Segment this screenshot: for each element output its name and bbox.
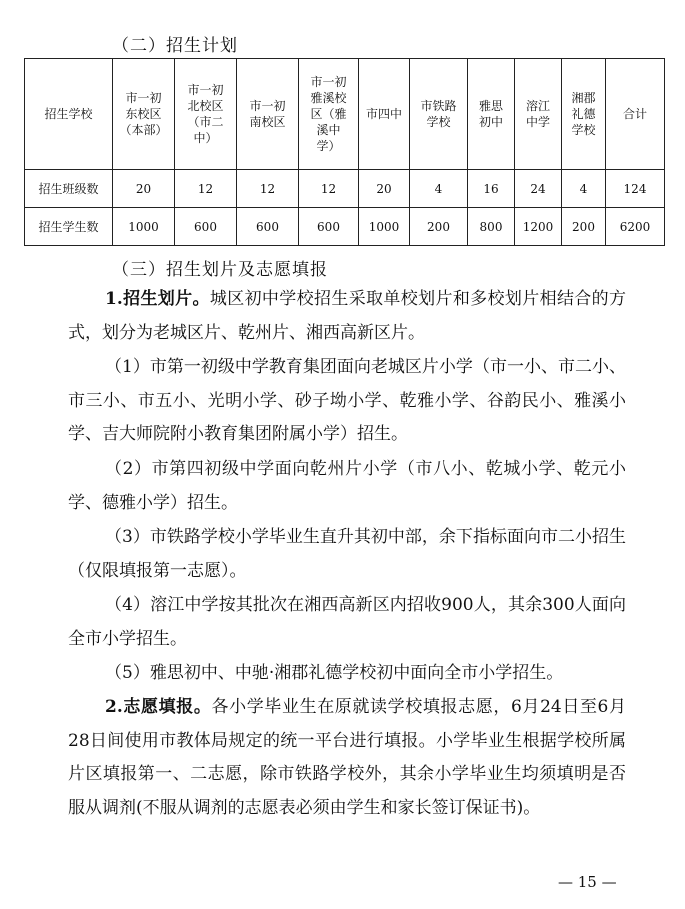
table-cell: 4 [410, 170, 468, 208]
header-cell: 招生学校 [25, 59, 113, 170]
header-cell: 市一初 东校区 （本部） [113, 59, 175, 170]
section-title-enrollment-plan: （二）招生计划 [112, 36, 238, 56]
paragraph-zoning [68, 283, 626, 350]
table-cell: 20 [113, 170, 175, 208]
row-label: 招生班级数 [25, 170, 113, 208]
header-cell: 湘郡 礼德 学校 [562, 59, 606, 170]
header-cell: 市四中 [359, 59, 410, 170]
paragraph-heading: 1.招生划片。 [105, 289, 210, 309]
paragraph-heading: 2.志愿填报。 [105, 697, 212, 717]
paragraph-application [68, 691, 626, 825]
paragraph-item-3: （3）市铁路学校小学毕业生直升其初中部，余下指标面向市二小招生（仅限填报第一志愿）。 [68, 527, 626, 581]
paragraph-item-5: （5）雅思初中、中驰·湘郡礼德学校初中面向全市小学招生。 [105, 663, 564, 683]
table-header-row [25, 59, 665, 170]
table-cell: 12 [175, 170, 237, 208]
paragraph-item-1: （1）市第一初级中学教育集团面向老城区片小学（市一小、市二小、市三小、市五小、光明小学、砂子坳小学、乾雅小学、谷韵民小、雅溪小学、吉大师院附小教育集团附属小学）招生。 [68, 357, 626, 444]
table-cell: 200 [562, 208, 606, 246]
header-cell: 溶江 中学 [515, 59, 562, 170]
section-title-zoning: （三）招生划片及志愿填报 [112, 260, 328, 280]
table-cell: 200 [410, 208, 468, 246]
table-cell: 16 [468, 170, 515, 208]
table-row-students [25, 208, 665, 246]
table-cell: 1000 [113, 208, 175, 246]
table-cell: 6200 [606, 208, 665, 246]
table-row-classes [25, 170, 665, 208]
header-cell: 市一初 雅溪校 区（雅 溪中 学） [299, 59, 359, 170]
table-cell: 12 [299, 170, 359, 208]
header-cell: 合计 [606, 59, 665, 170]
paragraph-item-2: （2）市第四初级中学面向乾州片小学（市八小、乾城小学、乾元小学、德雅小学）招生。 [68, 459, 626, 513]
page-number: — 15 — [558, 873, 617, 891]
paragraph-item-4: （4）溶江中学按其批次在湘西高新区内招收900人，其余300人面向全市小学招生。 [68, 595, 626, 649]
table-cell: 600 [299, 208, 359, 246]
table-cell: 20 [359, 170, 410, 208]
table-cell: 24 [515, 170, 562, 208]
header-cell: 市一初 南校区 [237, 59, 299, 170]
table-cell: 600 [237, 208, 299, 246]
table-cell: 1000 [359, 208, 410, 246]
header-cell: 市铁路 学校 [410, 59, 468, 170]
enrollment-plan-table [24, 58, 665, 246]
table-cell: 12 [237, 170, 299, 208]
row-label: 招生学生数 [25, 208, 113, 246]
paragraph-text: 各小学毕业生在原就读学校填报志愿，6月24日至6月28日间使用市教体局规定的统一平台进行填报。小学毕业生根据学校所属片区填报第一、二志愿，除市铁路学校外，其余小学毕业生均须填明是否服从调剂(不服从调剂的志愿表必须由学生和家长签订保证书)。 [68, 697, 626, 818]
paragraph-text: 城区初中学校招生采取单校划片和多校划片相结合的方式，划分为老城区片、乾州片、湘西高新区片。 [68, 289, 627, 343]
table-cell: 1200 [515, 208, 562, 246]
table-cell: 800 [468, 208, 515, 246]
table-cell: 124 [606, 170, 665, 208]
header-cell: 市一初 北校区 （市二 中） [175, 59, 237, 170]
table-cell: 600 [175, 208, 237, 246]
table-cell: 4 [562, 170, 606, 208]
header-cell: 雅思 初中 [468, 59, 515, 170]
